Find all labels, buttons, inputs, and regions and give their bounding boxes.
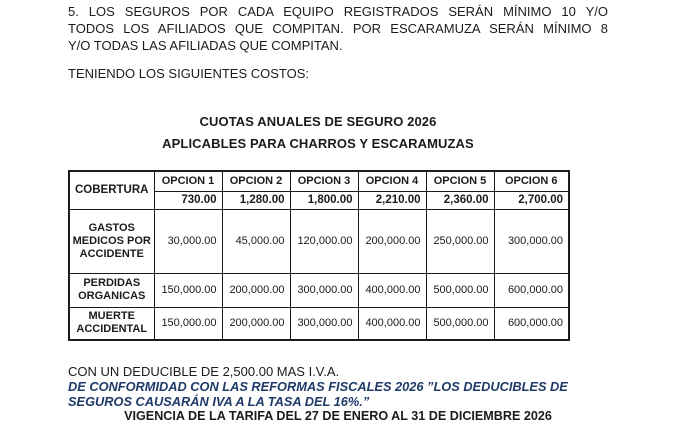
- validity-note: VIGENCIA DE LA TARIFA DEL 27 DE ENERO AL 31 DE DICIEMBRE 2026: [124, 409, 552, 423]
- coverage-value-cell: 120,000.00: [290, 209, 358, 273]
- coverage-value-cell: 200,000.00: [358, 209, 426, 273]
- intro-line: TODOS LOS AFILIADOS QUE COMPITAN. POR ESCARAMUZA SERÁN MÍNIMO 8: [68, 21, 608, 36]
- coverage-label-line: ORGANICAS: [78, 290, 146, 302]
- option-header-cell: OPCION 5: [426, 171, 494, 191]
- coverage-value-cell: 45,000.00: [222, 209, 290, 273]
- deductible-note: CON UN DEDUCIBLE DE 2,500.00 MAS I.V.A.: [68, 364, 340, 379]
- table-title-line2: APLICABLES PARA CHARROS Y ESCARAMUZAS: [162, 136, 474, 151]
- coverage-value-cell: 200,000.00: [222, 307, 290, 340]
- coverage-value-cell: 500,000.00: [426, 273, 494, 307]
- coverage-value-cell: 600,000.00: [494, 307, 569, 340]
- insurance-rates-table: [68, 170, 570, 341]
- coverage-label-cell: [69, 273, 154, 307]
- table-row: [69, 307, 569, 340]
- coverage-label-line: GASTOS: [88, 221, 135, 234]
- coverage-label-line: ACCIDENTE: [79, 247, 144, 260]
- option-header-cell: OPCION 4: [358, 171, 426, 191]
- premium-cell: 2,700.00: [494, 191, 569, 209]
- coverage-value-cell: 600,000.00: [494, 273, 569, 307]
- coverage-value-cell: 150,000.00: [154, 273, 222, 307]
- table-header-row-options: [69, 171, 569, 191]
- coverage-value-cell: 200,000.00: [222, 273, 290, 307]
- coverage-value-cell: 300,000.00: [290, 307, 358, 340]
- coverage-value-cell: 400,000.00: [358, 273, 426, 307]
- table-title-line1: CUOTAS ANUALES DE SEGURO 2026: [199, 114, 437, 129]
- intro-line: Y/O TODAS LAS AFILIADAS QUE COMPITAN.: [68, 38, 343, 53]
- coverage-label-line: MEDICOS POR: [72, 234, 151, 247]
- premium-cell: 2,360.00: [426, 191, 494, 209]
- option-header-cell: OPCION 3: [290, 171, 358, 191]
- coverage-label-line: MUERTE: [88, 310, 135, 323]
- fiscal-reform-note-line: SEGUROS CAUSARÁN IVA A LA TASA DEL 16%.”: [68, 394, 370, 409]
- table-row: [69, 273, 569, 307]
- coverage-value-cell: 400,000.00: [358, 307, 426, 340]
- intro-line: 5. LOS SEGUROS POR CADA EQUIPO REGISTRADOS SERÁN MÍNIMO 10 Y/O: [68, 4, 608, 19]
- coverage-value-cell: 300,000.00: [290, 273, 358, 307]
- premium-cell: 2,210.00: [358, 191, 426, 209]
- fiscal-reform-note: [68, 379, 628, 409]
- option-header-cell: OPCION 2: [222, 171, 290, 191]
- coverage-value-cell: 30,000.00: [154, 209, 222, 273]
- option-header-cell: OPCION 6: [494, 171, 569, 191]
- premium-cell: 730.00: [154, 191, 222, 209]
- coverage-value-cell: 300,000.00: [494, 209, 569, 273]
- coverage-value-cell: 150,000.00: [154, 307, 222, 340]
- intro-paragraph: [68, 3, 608, 54]
- coverage-value-cell: 250,000.00: [426, 209, 494, 273]
- costs-intro-text: TENIENDO LOS SIGUIENTES COSTOS:: [68, 66, 310, 81]
- coverage-label-cell: [69, 209, 154, 273]
- coverage-label-line: PERDIDAS: [83, 277, 141, 289]
- corner-header-cell: COBERTURA: [69, 171, 154, 209]
- premium-cell: 1,800.00: [290, 191, 358, 209]
- coverage-label-line: ACCIDENTAL: [76, 323, 148, 336]
- option-header-cell: OPCION 1: [154, 171, 222, 191]
- coverage-label-cell: [69, 307, 154, 340]
- table-row: [69, 209, 569, 273]
- coverage-value-cell: 500,000.00: [426, 307, 494, 340]
- fiscal-reform-note-line: DE CONFORMIDAD CON LAS REFORMAS FISCALES 2026 ”LOS DEDUCIBLES DE: [68, 379, 568, 394]
- premium-cell: 1,280.00: [222, 191, 290, 209]
